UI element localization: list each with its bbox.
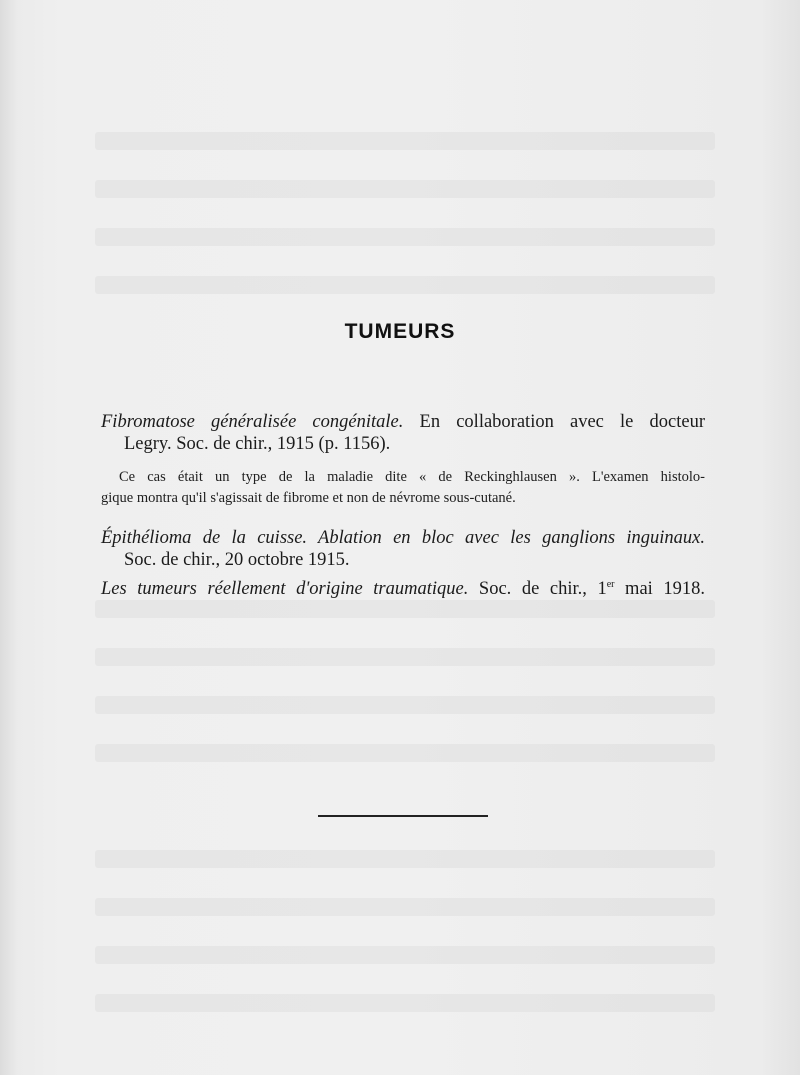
bibliography-entry: [101, 411, 705, 455]
bibliography-entry: [101, 527, 705, 571]
entry-citation-line: Legry. Soc. de chir., 1915 (p. 1156).: [124, 434, 391, 454]
show-through: [95, 180, 715, 198]
entry-note: [101, 467, 705, 509]
show-through: [95, 600, 715, 618]
show-through: [95, 850, 715, 868]
entry-citation: Soc. de chir., 1: [468, 579, 607, 599]
show-through: [95, 946, 715, 964]
section-title: TUMEURS: [344, 320, 456, 343]
entry-citation: mai 1918.: [614, 579, 705, 599]
entry-citation: En collaboration avec le docteur: [403, 412, 705, 432]
entry-citation-line: Soc. de chir., 20 octobre 1915.: [124, 550, 350, 570]
entry-title: Fibromatose généralisée congénitale.: [101, 412, 404, 432]
entry-line: [101, 411, 705, 433]
note-line: Ce cas était un type de la maladie dite « de Reckinghlausen ». L'examen histolo-: [119, 469, 705, 485]
show-through: [95, 132, 715, 150]
show-through: [95, 648, 715, 666]
note-line: gique montra qu'il s'agissait de fibrome et non de névrome sous-cutané.: [101, 490, 516, 506]
show-through: [95, 898, 715, 916]
show-through: [95, 276, 715, 294]
show-through: [95, 228, 715, 246]
entry-title: Épithélioma de la cuisse. Ablation en bloc avec les ganglions inguinaux.: [101, 528, 705, 548]
entry-line: [101, 578, 705, 600]
bibliography-entry: [101, 578, 705, 600]
ordinal-suffix: er: [606, 578, 615, 590]
show-through: [95, 994, 715, 1012]
show-through: [95, 696, 715, 714]
entry-title: Les tumeurs réellement d'origine traumatique.: [101, 579, 469, 599]
section-divider: [318, 815, 488, 817]
show-through: [95, 744, 715, 762]
